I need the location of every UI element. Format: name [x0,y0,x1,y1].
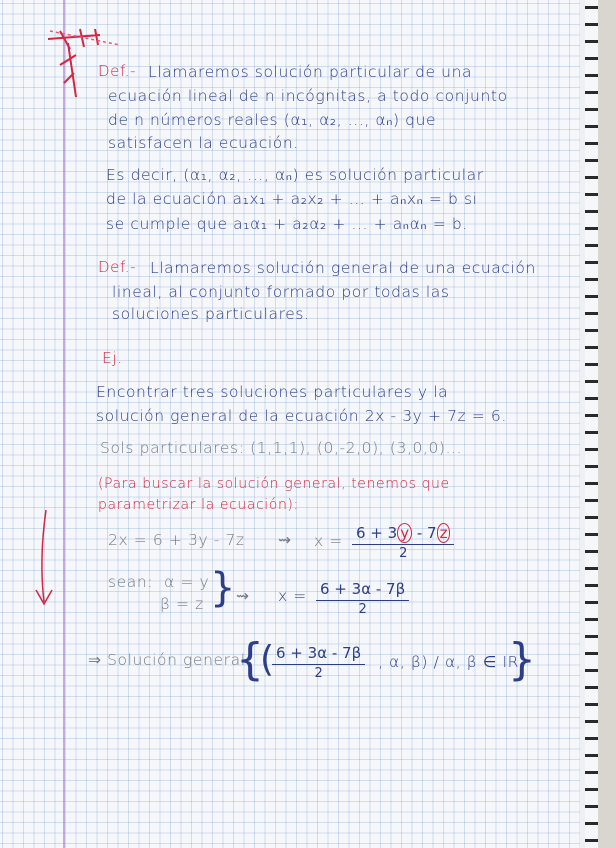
sean-line-2: β = z [160,595,204,613]
sean-label: sean: [108,573,154,591]
def2-line-3: soluciones particulares. [112,305,310,323]
general-open-paren: ( [260,639,275,680]
sean-fraction [316,580,409,617]
sean-numerator: 6 + 3α - 7β [316,580,409,601]
def2-line-1: Llamaremos solución general de una ecuación [150,259,536,277]
general-denominator: 2 [314,666,323,681]
eq1-fraction [352,524,454,561]
eq1-num-b: - 7 [412,524,437,542]
sean-arrow: ⇝ [236,587,250,605]
note-line-1: (Para buscar la solución general, tenemos que [98,476,450,492]
general-close-brace: } [508,634,536,685]
es-decir-line-2: de la ecuación a₁x₁ + a₂x₂ + ... + aₙxₙ = b si [106,190,478,208]
def2-label: Def.- [98,258,137,276]
notebook-spiral [580,0,598,848]
sean-brace: } [210,565,236,611]
eq1-num-z: z [437,523,451,543]
def2-line-2: lineal, al conjunto formado por todas las [112,283,450,301]
eq1-lhs: x = [314,532,343,550]
example-label: Ej. [102,349,123,367]
general-prefix: ⇒ Solución general: [88,651,252,669]
general-numerator: 6 + 3α - 7β [272,644,365,665]
def1-line-4: satisfacen la ecuación. [108,134,299,152]
def1-line-1: Llamaremos solución particular de una [148,63,473,81]
general-open-brace: { [236,634,264,685]
note-line-2: parametrizar la ecuación): [98,497,299,513]
particular-solutions: Sols particulares: (1,1,1), (0,-2,0), (3,0,0)... [100,439,463,457]
def1-line-2: ecuación lineal de n incógnitas, a todo conjunto [108,87,508,105]
es-decir-line-3: se cumple que a₁α₁ + a₂α₂ + ... + aₙαₙ = b. [106,215,468,233]
problem-line-2: solución general de la ecuación 2x - 3y + 7z = 6. [96,407,507,425]
eq1-num-a: 6 + 3 [356,524,398,542]
eq1-left: 2x = 6 + 3y - 7z [108,531,245,549]
def1-label: Def.- [98,62,137,80]
red-arrow-icon [30,508,60,608]
problem-line-1: Encontrar tres soluciones particulares y la [96,383,449,401]
eq1-numerator [352,524,454,545]
sean-denominator: 2 [358,602,367,617]
sean-line-1: α = y [164,573,210,591]
eq1-num-y: y [397,523,412,543]
general-rest: , α, β) / α, β ∈ IR [378,653,520,671]
def1-line-3: de n números reales (α₁, α₂, ..., αₙ) que [108,111,437,129]
sean-lhs: x = [278,587,307,605]
eq1-denominator: 2 [399,546,408,561]
margin-line [63,0,65,848]
es-decir-line-1: Es decir, (α₁, α₂, ..., αₙ) es solución particular [106,166,484,184]
general-fraction [272,644,365,681]
eq1-arrow: ⇝ [278,531,292,549]
